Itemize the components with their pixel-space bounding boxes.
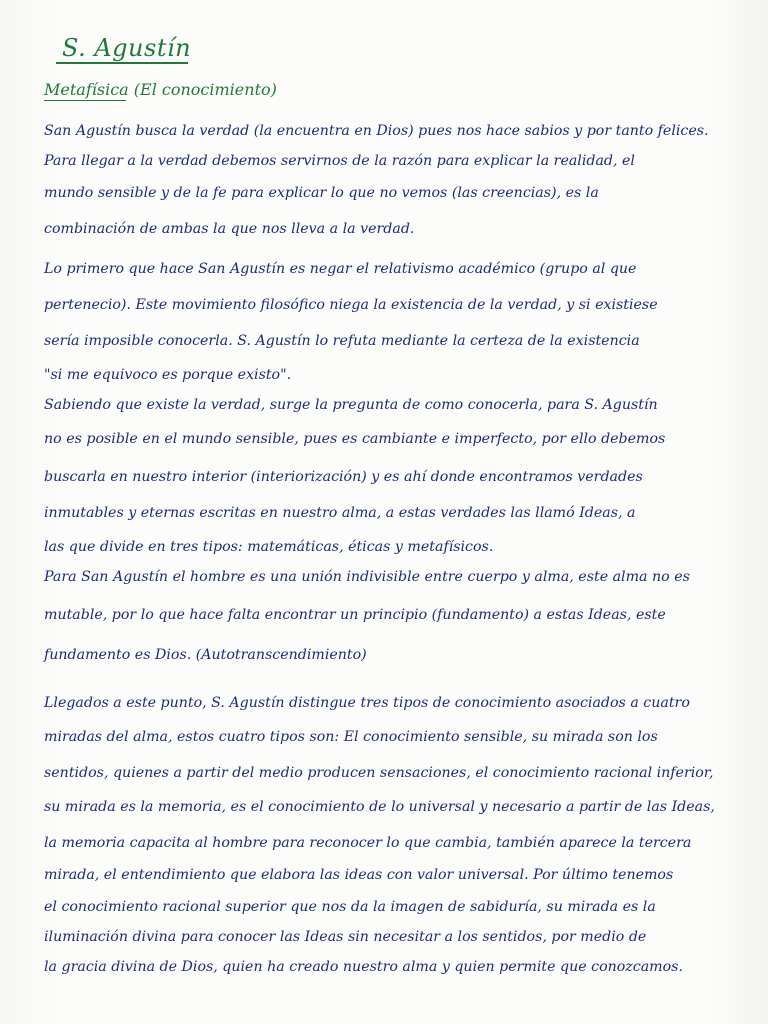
text-line: Lo primero que hace San Agustín es negar el relativismo académico (grupo al que <box>44 261 637 277</box>
page-title: S. Agustín <box>62 34 192 62</box>
text-line: San Agustín busca la verdad (la encuentra en Dios) pues nos hace sabios y por tanto felices. <box>44 123 709 139</box>
text-line: Sabiendo que existe la verdad, surge la pregunta de como conocerla, para S. Agustín <box>44 397 658 413</box>
text-line: miradas del alma, estos cuatro tipos son: El conocimiento sensible, su mirada son los <box>44 729 658 745</box>
text-line: la gracia divina de Dios, quien ha creado nuestro alma y quien permite que conozcamos. <box>44 959 683 975</box>
text-line: "si me equivoco es porque existo". <box>44 367 292 383</box>
text-line: Llegados a este punto, S. Agustín distingue tres tipos de conocimiento asociados a cuatro <box>44 695 690 711</box>
text-line: las que divide en tres tipos: matemáticas, éticas y metafísicos. <box>44 539 494 555</box>
text-line: su mirada es la memoria, es el conocimiento de lo universal y necesario a partir de las Ideas, <box>44 799 715 815</box>
text-line: Para llegar a la verdad debemos servirnos de la razón para explicar la realidad, el <box>44 153 635 169</box>
text-line: inmutables y eternas escritas en nuestro alma, a estas verdades las llamó Ideas, a <box>44 505 636 521</box>
title-underline <box>56 62 188 64</box>
text-line: sentidos, quienes a partir del medio producen sensaciones, el conocimiento racional inferior, <box>44 765 714 781</box>
text-line: sería imposible conocerla. S. Agustín lo refuta mediante la certeza de la existencia <box>44 333 640 349</box>
text-line: combinación de ambas la que nos lleva a la verdad. <box>44 221 415 237</box>
text-line: Para San Agustín el hombre es una unión indivisible entre cuerpo y alma, este alma no es <box>44 569 690 585</box>
text-line: el conocimiento racional superior que nos da la imagen de sabiduría, su mirada es la <box>44 899 656 915</box>
text-line: la memoria capacita al hombre para reconocer lo que cambia, también aparece la tercera <box>44 835 692 851</box>
text-line: fundamento es Dios. (Autotranscendimiento) <box>44 647 367 663</box>
text-line: mutable, por lo que hace falta encontrar un principio (fundamento) a estas Ideas, este <box>44 607 666 623</box>
text-line: buscarla en nuestro interior (interiorización) y es ahí donde encontramos verdades <box>44 469 643 485</box>
text-line: pertenecio). Este movimiento filosófico niega la existencia de la verdad, y si existiese <box>44 297 658 313</box>
subtitle-underline <box>44 100 126 101</box>
text-line: mundo sensible y de la fe para explicar lo que no vemos (las creencias), es la <box>44 185 599 201</box>
text-line: mirada, el entendimiento que elabora las ideas con valor universal. Por último tenemos <box>44 867 674 883</box>
text-line: iluminación divina para conocer las Ideas sin necesitar a los sentidos, por medio de <box>44 929 647 945</box>
text-line: no es posible en el mundo sensible, pues es cambiante e imperfecto, por ello debemos <box>44 431 666 447</box>
page-subtitle: Metafísica (El conocimiento) <box>44 80 277 99</box>
